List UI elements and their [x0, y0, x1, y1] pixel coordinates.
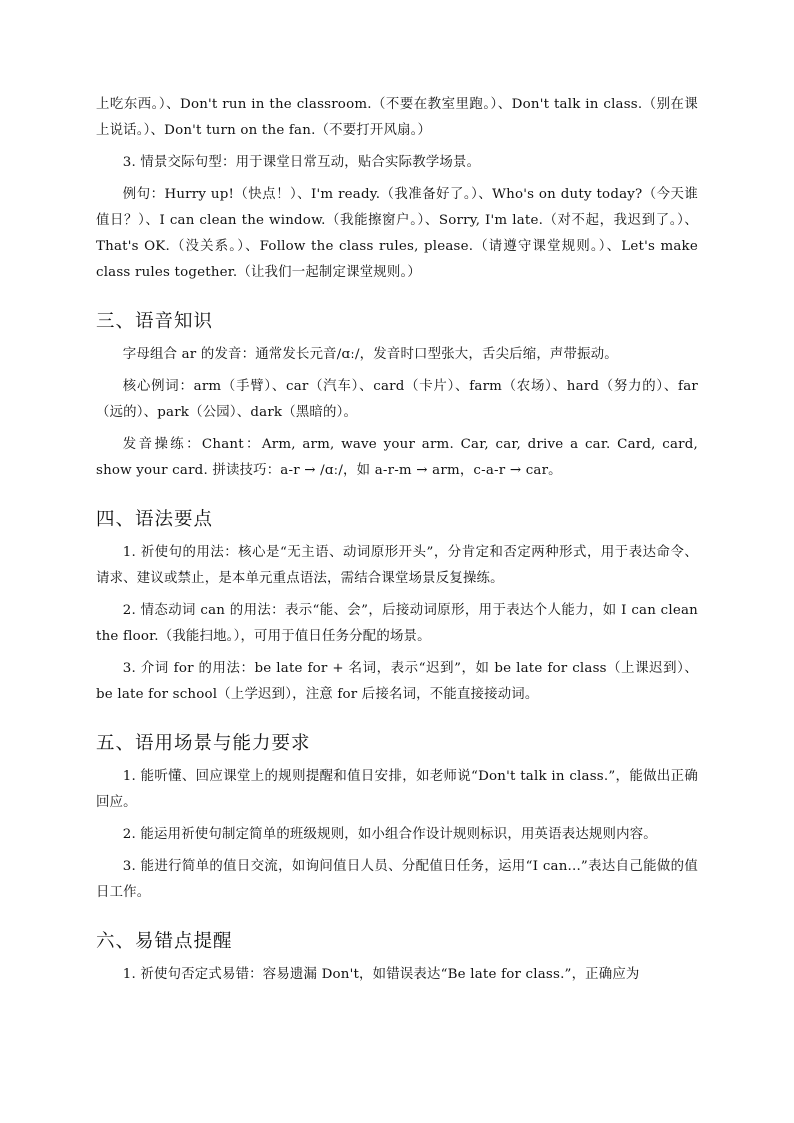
paragraph: 上吃东西。）、Don't run in the classroom.（不要在教室里跑。）、Don't talk in class.（别在课上说话。）、Don't turn on the fan.（不要打开风扇。） [96, 97, 698, 138]
paragraph: 例句：Hurry up!（快点！）、I'm ready.（我准备好了。）、Who's on duty today?（今天谁值日？）、I can clean the window.（我能擦窗户。）、Sorry, I'm late.（对不起，我迟到了。）、That's OK.（没关系。）、Follow the class rules, please.（请遵守课堂规则。）、Let's make class rules together.（让我们一起制定课堂规则。） [96, 187, 698, 280]
paragraph: 1. 祈使句的用法：核心是“无主语、动词原形开头”，分肯定和否定两种形式，用于表达命令、请求、建议或禁止，是本单元重点语法，需结合课堂场景反复操练。 [96, 545, 698, 586]
section-pragmatics [96, 730, 698, 758]
section-heading: 五、语用场景与能力要求 [96, 733, 311, 754]
paragraph: 发音操练：Chant：Arm, arm, wave your arm. Car, car, drive a car. Card, card, show your card. 拼读技巧：a-r → /ɑː/，如 a-r-m → arm，c-a-r → car。 [96, 437, 698, 478]
paragraph: 2. 能运用祈使句制定简单的班级规则，如小组合作设计规则标识，用英语表达规则内容。 [122, 827, 657, 842]
paragraph: 1. 能听懂、回应课堂上的规则提醒和值日安排，如老师说“Don't talk in class.”，能做出正确回应。 [96, 769, 698, 810]
section-grammar [96, 506, 698, 534]
paragraph: 3. 情景交际句型：用于课堂日常互动，贴合实际教学场景。 [122, 155, 481, 170]
section-heading: 六、易错点提醒 [96, 931, 233, 952]
document-page [96, 92, 698, 988]
paragraph: 3. 介词 for 的用法：be late for + 名词，表示“迟到”，如 be late for class（上课迟到）、be late for school（上学迟到），注意 for 后接名词，不能直接接动词。 [96, 661, 698, 702]
section-phonics [96, 308, 698, 336]
section-heading: 三、语音知识 [96, 311, 214, 332]
paragraph: 2. 情态动词 can 的用法：表示“能、会”，后接动词原形，用于表达个人能力，如 I can clean the floor.（我能扫地。），可用于值日任务分配的场景。 [96, 603, 698, 644]
paragraph: 1. 祈使句否定式易错：容易遗漏 Don't，如错误表达“Be late for class.”，正确应为 [122, 967, 640, 982]
section-common-errors [96, 928, 698, 956]
paragraph: 3. 能进行简单的值日交流，如询问值日人员、分配值日任务，运用“I can...”表达自己能做的值日工作。 [96, 859, 698, 900]
section-heading: 四、语法要点 [96, 509, 214, 530]
paragraph: 字母组合 ar 的发音：通常发长元音/ɑː/，发音时口型张大，舌尖后缩，声带振动。 [122, 347, 618, 362]
paragraph: 核心例词：arm（手臂）、car（汽车）、card（卡片）、farm（农场）、hard（努力的）、far（远的）、park（公园）、dark（黑暗的）。 [96, 379, 698, 420]
